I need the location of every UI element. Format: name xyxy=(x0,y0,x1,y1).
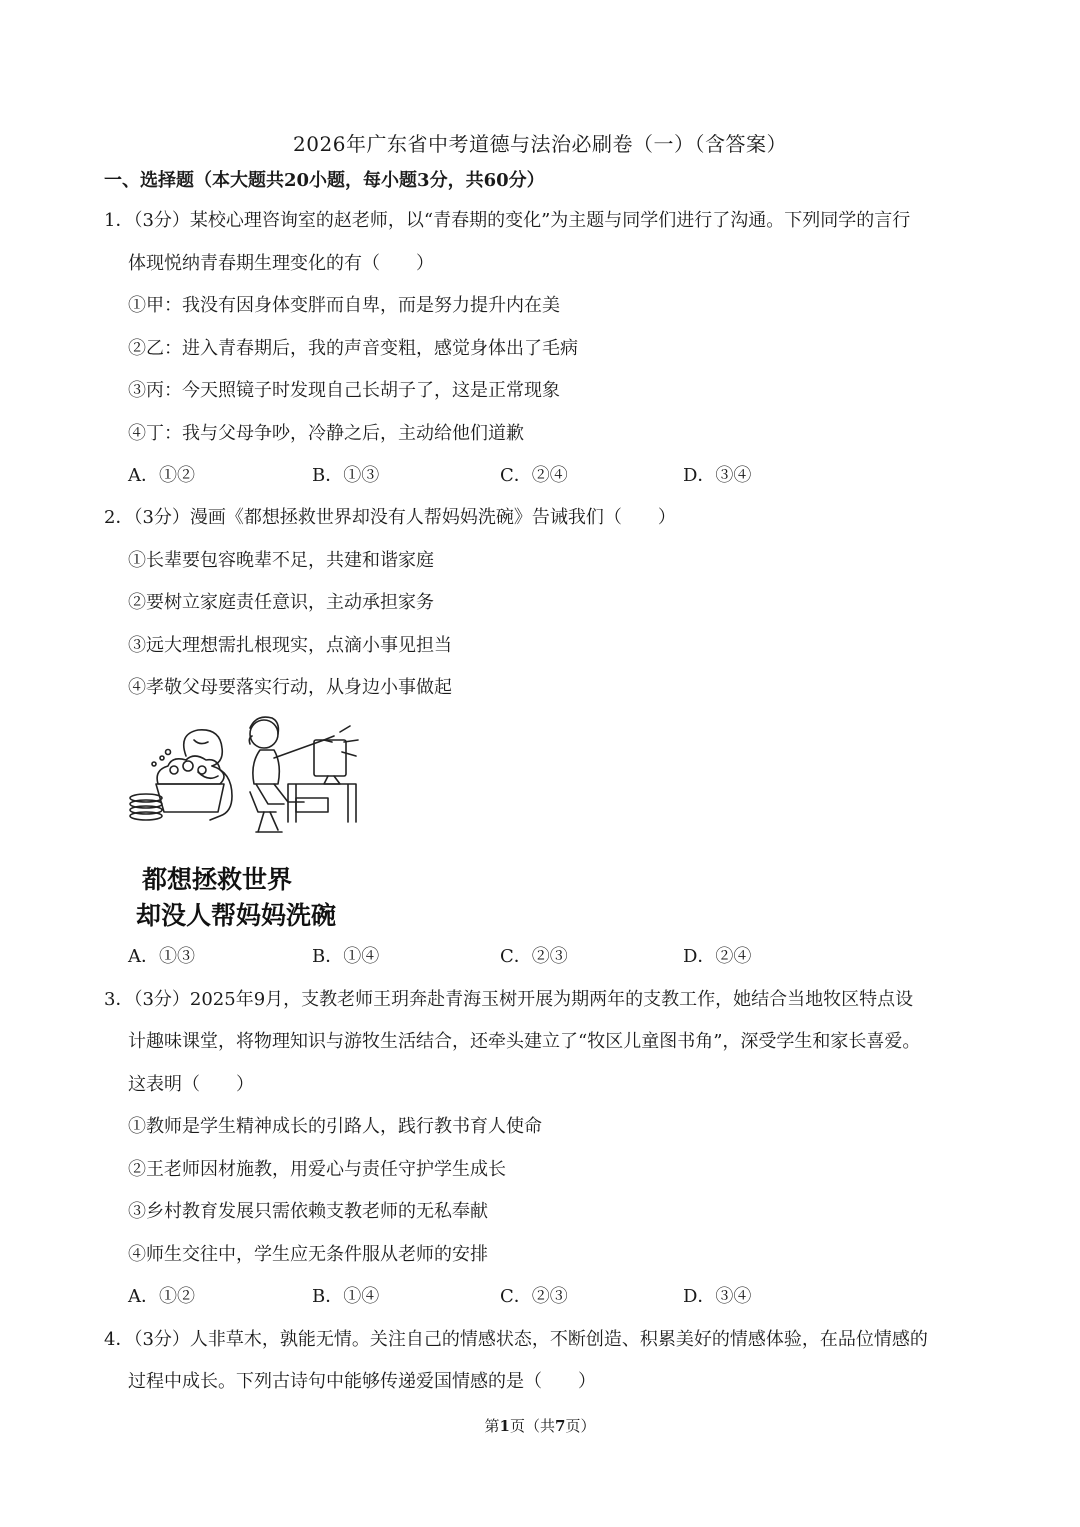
q1-option-c: C．②④ xyxy=(500,465,568,486)
footer-suffix: 页） xyxy=(565,1417,596,1435)
q4-stem-line1: 4．（3分）人非草木，孰能无情。关注自己的情感状态，不断创造、积累美好的情感体验，在品位情感的 xyxy=(104,1329,928,1350)
footer-middle: 页（共 xyxy=(509,1417,555,1435)
q3-stem-line3: 这表明（ ） xyxy=(128,1074,254,1095)
q3-option-a: A．①② xyxy=(128,1286,195,1307)
q2-option-a: A．①③ xyxy=(128,946,195,967)
q3-options xyxy=(0,1284,1080,1310)
q3-statement-2: ②王老师因材施教，用爱心与责任守护学生成长 xyxy=(128,1159,506,1180)
q1-option-b: B．①③ xyxy=(312,465,380,486)
q2-statement-3: ③远大理想需扎根现实，点滴小事见担当 xyxy=(128,635,452,656)
q2-statement-1: ①长辈要包容晚辈不足，共建和谐家庭 xyxy=(128,550,434,571)
q1-statement-3: ③丙：今天照镜子时发现自己长胡子了，这是正常现象 xyxy=(128,380,560,401)
page-footer xyxy=(0,1415,1080,1436)
cartoon-illustration xyxy=(128,712,364,932)
cartoon-caption-line2: 却没人帮妈妈洗碗 xyxy=(136,901,337,930)
q1-stem-line1: 1．（3分）某校心理咨询室的赵老师，以“青春期的变化”为主题与同学们进行了沟通。下列同学的言行 xyxy=(104,210,911,231)
q1-stem-line2: 体现悦纳青春期生理变化的有（ ） xyxy=(128,253,434,274)
q1-option-d: D．③④ xyxy=(683,465,752,486)
q2-statement-4: ④孝敬父母要落实行动，从身边小事做起 xyxy=(128,677,452,698)
footer-prefix: 第 xyxy=(484,1417,500,1435)
q1-statement-2: ②乙：进入青春期后，我的声音变粗，感觉身体出了毛病 xyxy=(128,338,578,359)
q2-option-d: D．②④ xyxy=(683,946,752,967)
q2-stem-line1: 2．（3分）漫画《都想拯救世界却没有人帮妈妈洗碗》告诫我们（ ） xyxy=(104,507,676,528)
q3-stem-line2: 计趣味课堂，将物理知识与游牧生活结合，还牵头建立了“牧区儿童图书角”，深受学生和家长喜爱。 xyxy=(128,1031,921,1052)
q3-statement-1: ①教师是学生精神成长的引路人，践行教书育人使命 xyxy=(128,1116,542,1137)
q1-statement-1: ①甲：我没有因身体变胖而自卑，而是努力提升内在美 xyxy=(128,295,560,316)
q1-options xyxy=(0,463,1080,489)
q3-stem-line1: 3．（3分）2025年9月，支教老师王玥奔赴青海玉树开展为期两年的支教工作，她结合当地牧区特点设 xyxy=(104,989,914,1010)
q4-stem-line2: 过程中成长。下列古诗句中能够传递爱国情感的是（ ） xyxy=(128,1371,596,1392)
q1-statement-4: ④丁：我与父母争吵，冷静之后，主动给他们道歉 xyxy=(128,423,524,444)
q2-option-c: C．②③ xyxy=(500,946,568,967)
footer-page-number: 1 xyxy=(499,1417,510,1435)
cartoon-caption-line1: 都想拯救世界 xyxy=(142,865,293,894)
q3-option-b: B．①④ xyxy=(312,1286,380,1307)
q2-statement-2: ②要树立家庭责任意识，主动承担家务 xyxy=(128,592,434,613)
page-title: 2026年广东省中考道德与法治必刷卷（一）（含答案） xyxy=(293,132,787,156)
q3-option-c: C．②③ xyxy=(500,1286,568,1307)
q3-statement-3: ③乡村教育发展只需依赖支教老师的无私奉献 xyxy=(128,1201,488,1222)
q2-option-b: B．①④ xyxy=(312,946,380,967)
footer-total-pages: 7 xyxy=(555,1417,566,1435)
section-heading: 一、选择题（本大题共20小题，每小题3分，共60分） xyxy=(104,170,545,191)
q1-option-a: A．①② xyxy=(128,465,195,486)
q2-options xyxy=(0,944,1080,970)
q3-statement-4: ④师生交往中，学生应无条件服从老师的安排 xyxy=(128,1244,488,1265)
q3-option-d: D．③④ xyxy=(683,1286,752,1307)
